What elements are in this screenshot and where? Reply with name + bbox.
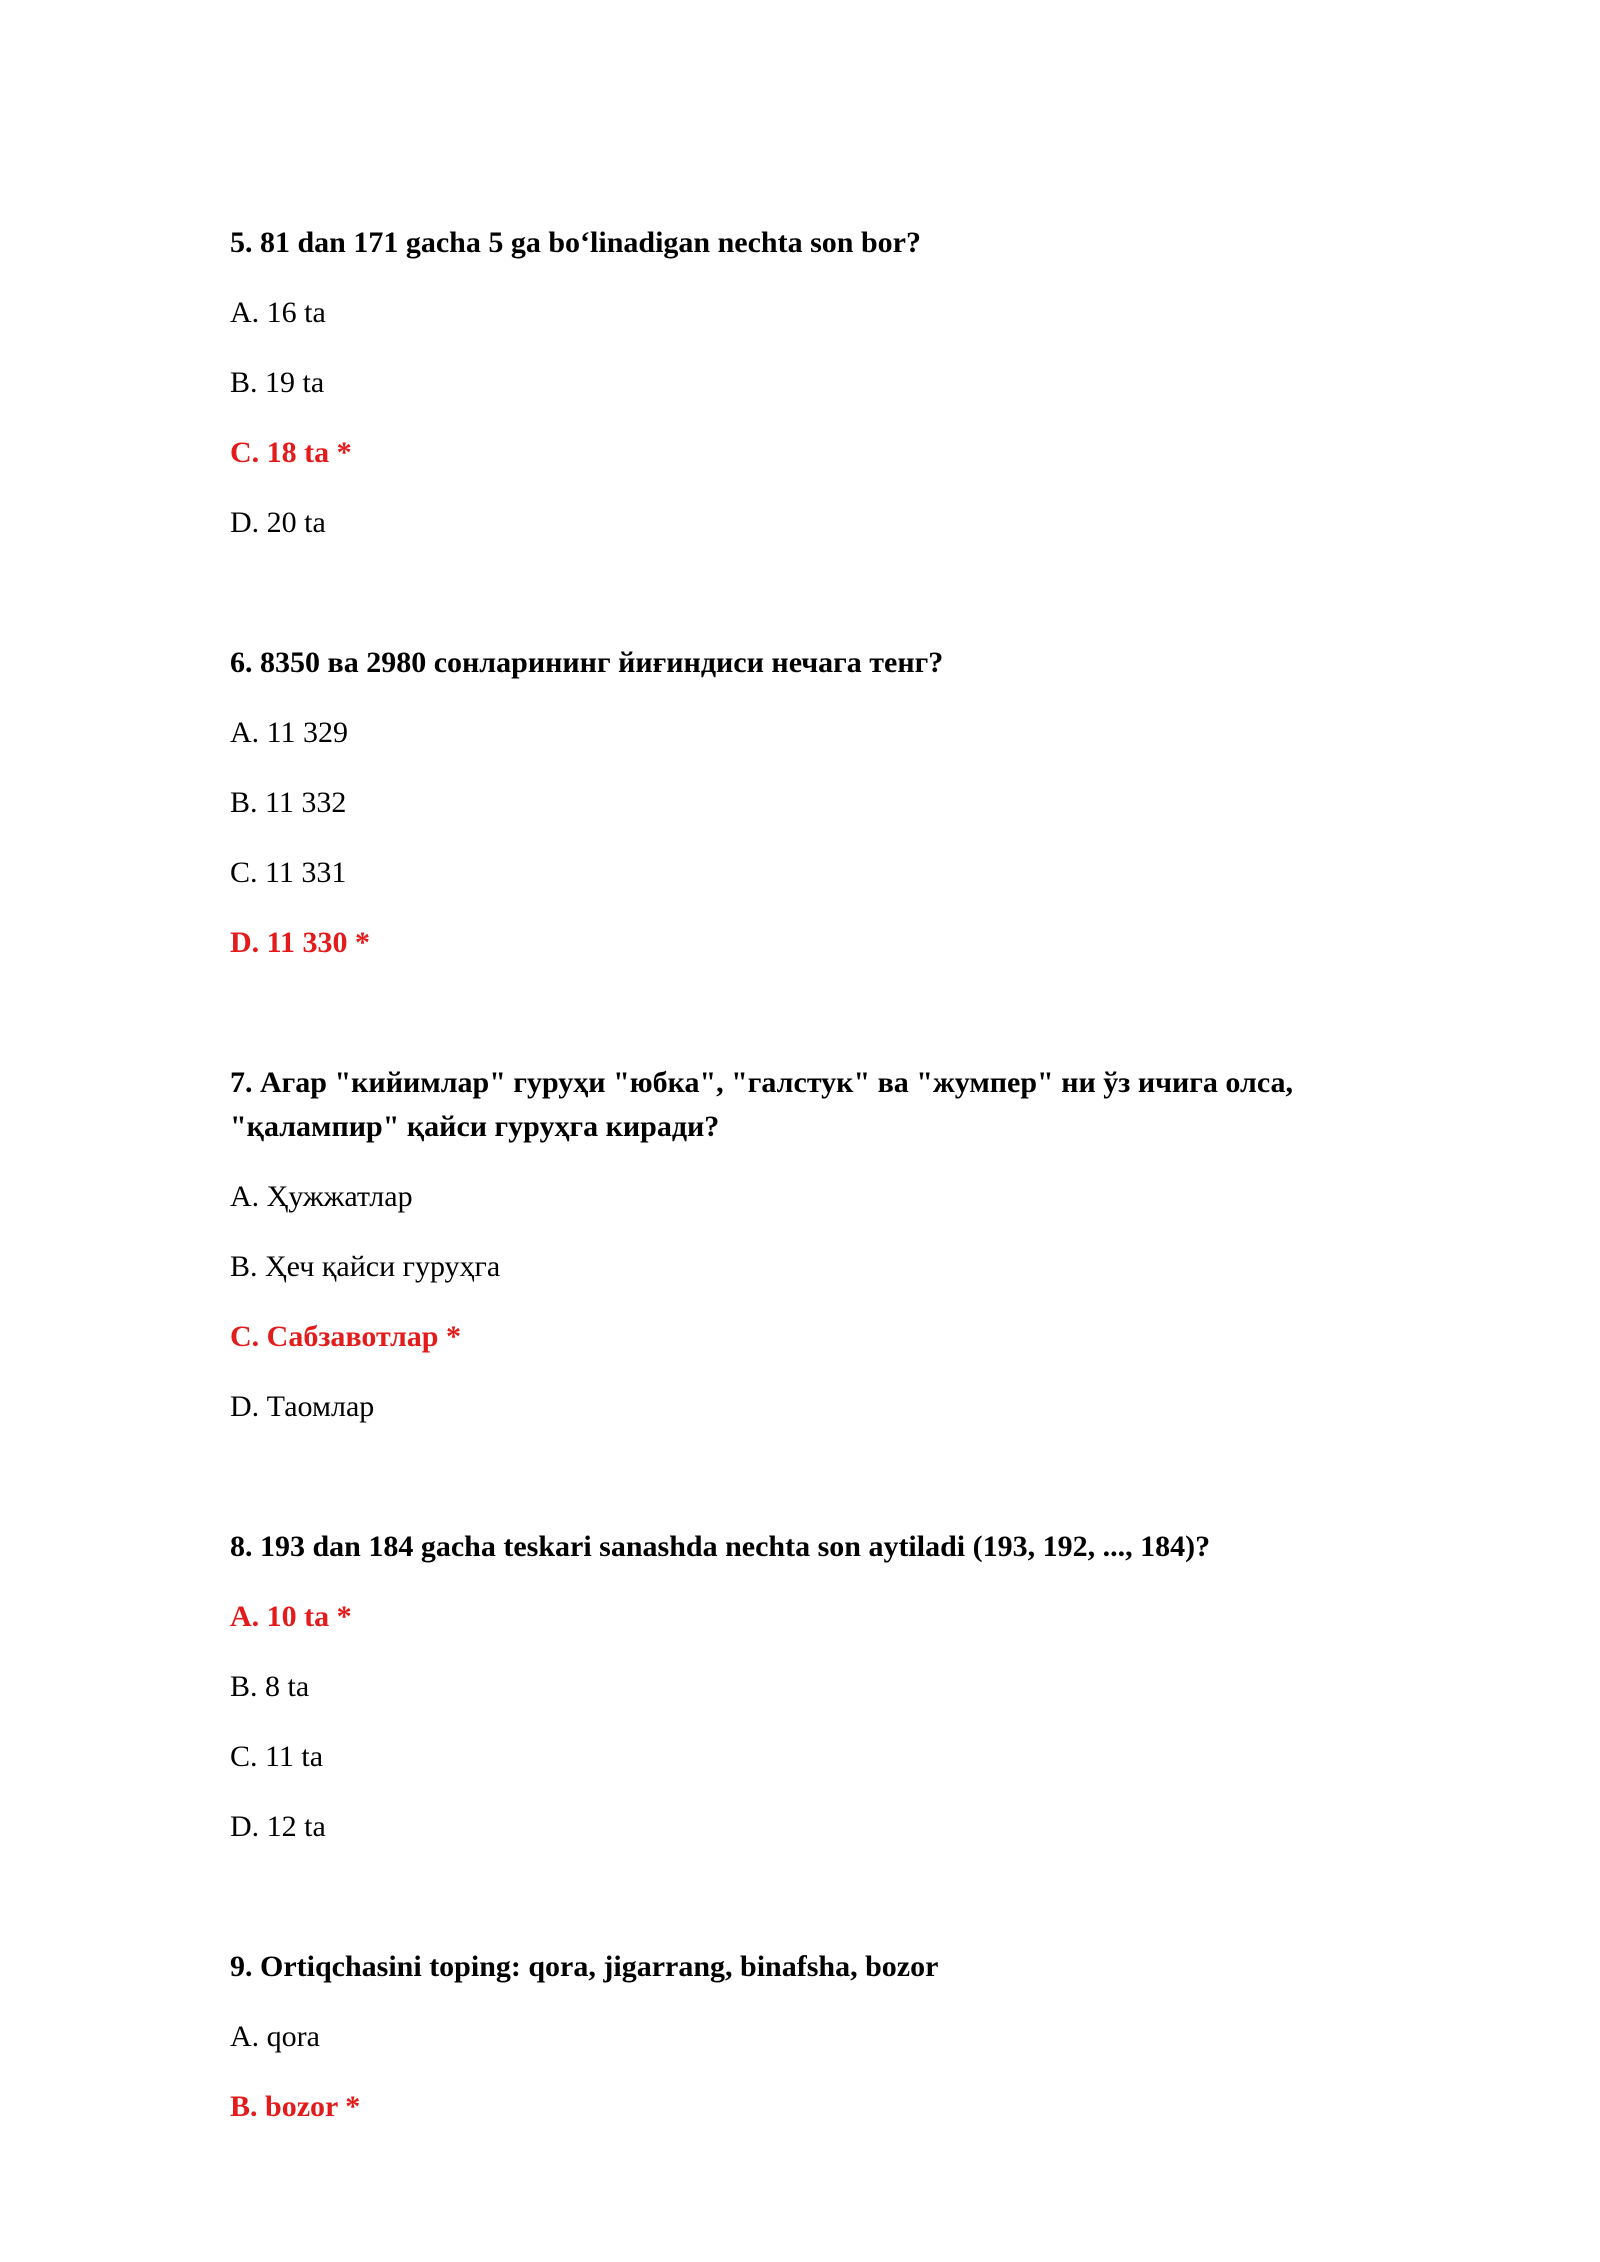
- option-c: C. 11 331: [230, 856, 347, 889]
- answer-options: [230, 1595, 1410, 1849]
- answer-options: [230, 291, 1410, 545]
- option-c: C. Сабзавотлар *: [230, 1320, 461, 1353]
- option-c: C. 18 ta *: [230, 436, 352, 469]
- question-6: [230, 641, 1410, 965]
- question-text: 8. 193 dan 184 gacha teskari sanashda nechta son aytiladi (193, 192, ..., 184)?: [230, 1530, 1211, 1563]
- question-7: [230, 1061, 1410, 1429]
- option-a: A. 16 ta: [230, 296, 326, 329]
- option-b: B. Ҳеч қайси гуруҳга: [230, 1250, 501, 1283]
- option-d: D. 20 ta: [230, 506, 326, 539]
- option-a: A. 10 ta *: [230, 1600, 352, 1633]
- option-a: A. qora: [230, 2020, 320, 2053]
- option-d: D. Таомлар: [230, 1390, 375, 1423]
- question-text: 9. Ortiqchasini toping: qora, jigarrang, binafsha, bozor: [230, 1950, 939, 1983]
- option-b: B. 8 ta: [230, 1670, 310, 1703]
- question-text: 6. 8350 ва 2980 сонларининг йиғиндиси нечага тенг?: [230, 646, 944, 679]
- option-d: D. 12 ta: [230, 1810, 326, 1843]
- question-text: 7. Агар "кийимлар" гуруҳи "юбка", "галстук" ва "жумпер" ни ўз ичига олса, "қалампир" қайси гуруҳга киради?: [230, 1066, 1301, 1143]
- question-text: 5. 81 dan 171 gacha 5 ga bo‘linadigan nechta son bor?: [230, 226, 921, 259]
- question-5: [230, 221, 1410, 545]
- answer-options: [230, 2015, 1410, 2129]
- option-b: B. 19 ta: [230, 366, 325, 399]
- option-c: C. 11 ta: [230, 1740, 324, 1773]
- option-a: A. 11 329: [230, 716, 349, 749]
- option-a: A. Ҳужжатлар: [230, 1180, 413, 1213]
- answer-options: [230, 711, 1410, 965]
- answer-options: [230, 1175, 1410, 1429]
- question-8: [230, 1525, 1410, 1849]
- question-9: [230, 1945, 1410, 2129]
- option-d: D. 11 330 *: [230, 926, 371, 959]
- option-b: B. 11 332: [230, 786, 347, 819]
- option-b: B. bozor *: [230, 2090, 361, 2123]
